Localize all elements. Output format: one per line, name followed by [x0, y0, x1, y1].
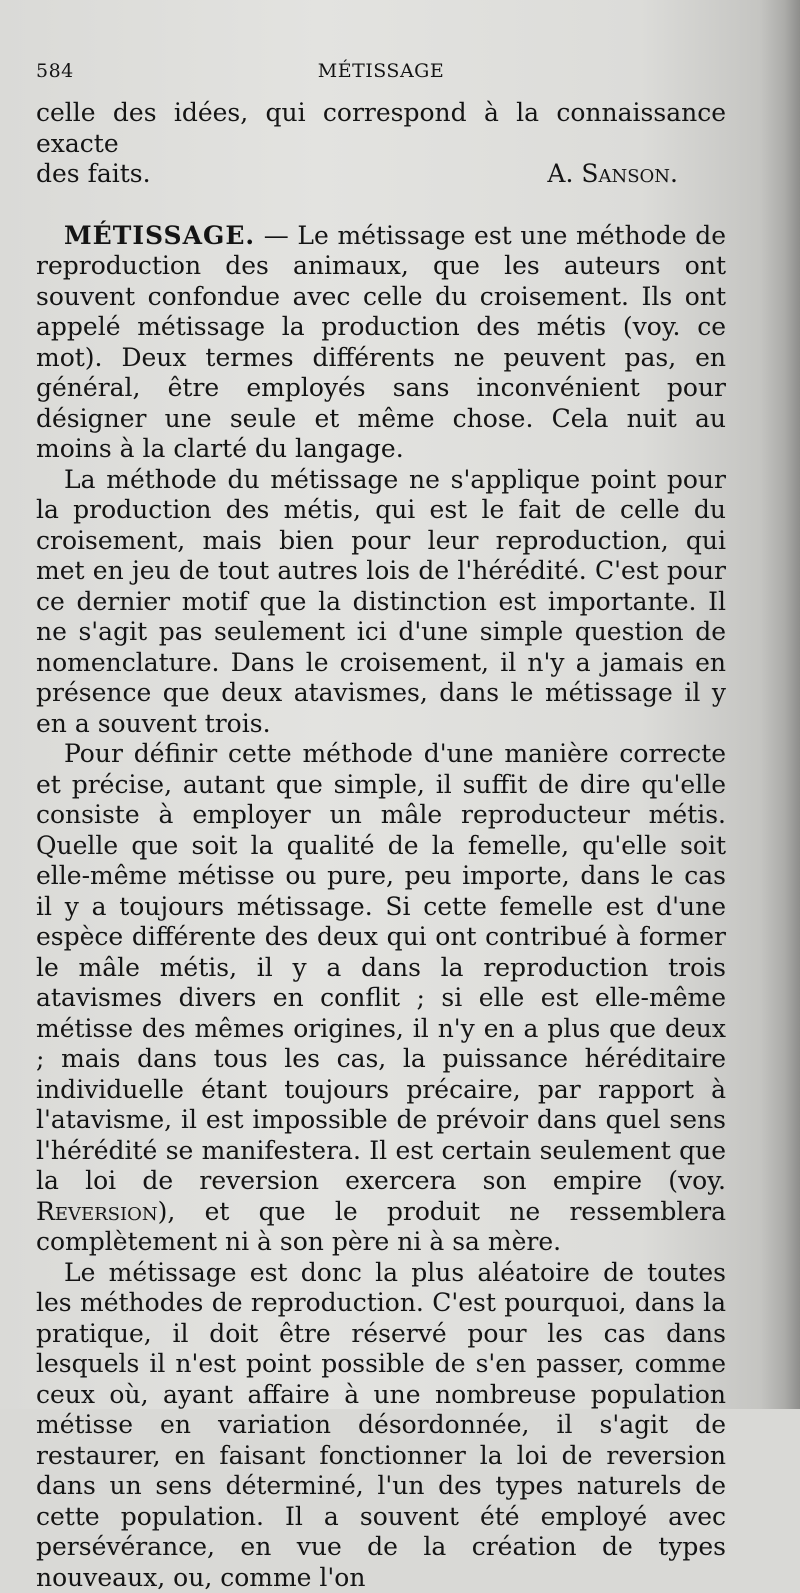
entry-paragraph-1-text: Le métissage est une méthode de reproduction des animaux, que les auteurs ont souvent confondue avec celle du croisement. Ils ont appelé métissage la production des métis (voy. ce mot). Deux termes différents ne peuvent pas, en général, être employés sans inconvénient pour désigner une seule et même chose. Cela nuit au moins à la clarté du langage.	[36, 221, 726, 464]
entry-paragraph-3-text-b: ), et que le produit ne ressemblera complètement ni à son père ni à sa mère.	[36, 1197, 726, 1257]
previous-entry-signature-line	[36, 159, 726, 190]
entry-title-dash: —	[255, 221, 297, 250]
entry-spacer	[36, 190, 726, 221]
previous-entry-last-line: des faits.	[36, 159, 151, 190]
page-body	[36, 98, 726, 1593]
entry-paragraph-3	[36, 739, 726, 1258]
author-signature: A. Sanson.	[547, 159, 726, 190]
page-edge-shadow	[760, 0, 800, 1409]
previous-entry-ending: celle des idées, qui correspond à la connaissance exacte	[36, 98, 726, 159]
running-title: MÉTISSAGE	[36, 60, 726, 82]
page-header	[36, 58, 726, 88]
page-number: 584	[36, 60, 74, 82]
entry-title: MÉTISSAGE.	[64, 221, 255, 250]
entry-paragraph-2: La méthode du métissage ne s'applique point pour la production des métis, qui est le fait de celle du croisement, mais bien pour leur reproduction, qui met en jeu de tout autres lois de l'hérédité. C'est pour ce dernier motif que la distinction est importante. Il ne s'agit pas seulement ici d'une simple question de nomenclature. Dans le croisement, il n'y a jamais en présence que deux atavismes, dans le métissage il y en a souvent trois.	[36, 465, 726, 740]
entry-paragraph-4: Le métissage est donc la plus aléatoire de toutes les méthodes de reproduction. C'est pourquoi, dans la pratique, il doit être réservé pour les cas dans lesquels il n'est point possible de s'en passer, comme ceux où, ayant affaire à une nombreuse population métisse en variation désordonnée, il s'agit de restaurer, en faisant fonctionner la loi de reversion dans un sens déterminé, l'un des types naturels de cette population. Il a souvent été employé avec persévérance, en vue de la création de types nouveaux, ou, comme l'on	[36, 1258, 726, 1593]
cross-reference-reversion: Reversion	[36, 1197, 158, 1226]
entry-paragraph-3-text-a: Pour définir cette méthode d'une manière correcte et précise, autant que simple, il suffit de dire qu'elle consiste à employer un mâle reproducteur métis. Quelle que soit la qualité de la femelle, qu'elle soit elle-même métisse ou pure, peu importe, dans le cas il y a toujours métissage. Si cette femelle est d'une espèce différente des deux qui ont contribué à former le mâle métis, il y a dans la reproduction trois atavismes divers en conflit ; si elle est elle-même métisse des mêmes origines, il n'y en a plus que deux ; mais dans tous les cas, la puissance héréditaire individuelle étant toujours précaire, par rapport à l'atavisme, il est impossible de prévoir dans quel sens l'hérédité se manifestera. Il est certain seulement que la loi de reversion exercera son empire (voy.	[36, 739, 726, 1195]
entry-paragraph-1	[36, 221, 726, 465]
